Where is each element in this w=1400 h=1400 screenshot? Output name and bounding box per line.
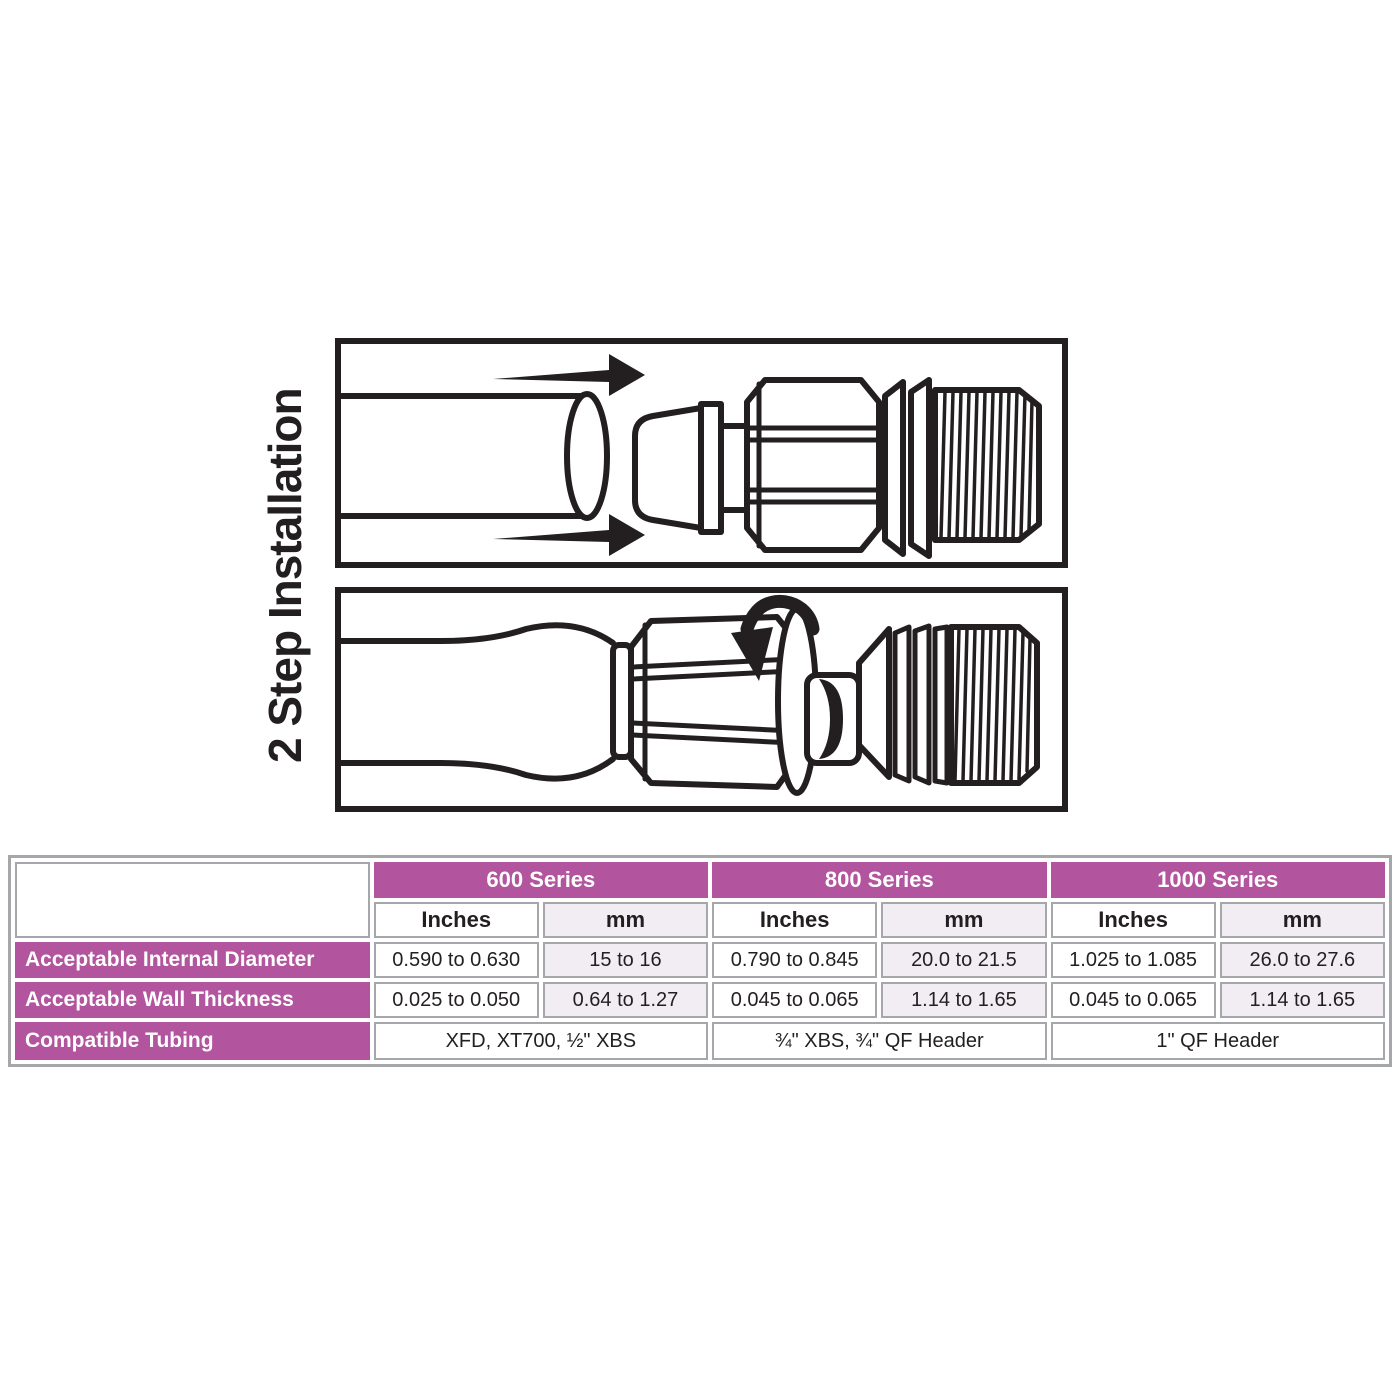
- table-row: [15, 982, 1385, 1018]
- step2-illustration: [341, 593, 1062, 806]
- value-cell: 0.590 to 0.630: [374, 942, 539, 978]
- male-adapter-icon: [807, 626, 1037, 783]
- value-cell: 1.14 to 1.65: [881, 982, 1046, 1018]
- value-cell: 0.045 to 0.065: [712, 982, 877, 1018]
- unit-header: mm: [1220, 902, 1385, 938]
- step2-tighten-panel: [335, 587, 1068, 812]
- row-label: Acceptable Internal Diameter: [15, 942, 370, 978]
- value-cell: 0.045 to 0.065: [1051, 982, 1216, 1018]
- step1-illustration: [341, 344, 1062, 562]
- step1-insert-panel: [335, 338, 1068, 568]
- diagram-title-vertical: 2 Step Installation: [259, 388, 311, 764]
- table-row: [15, 942, 1385, 978]
- value-cell: 0.790 to 0.845: [712, 942, 877, 978]
- series-header-1000: 1000 Series: [1051, 862, 1386, 898]
- unit-header: mm: [543, 902, 708, 938]
- row-label: Acceptable Wall Thickness: [15, 982, 370, 1018]
- compatible-tubing-1000: 1" QF Header: [1051, 1022, 1386, 1060]
- tubing-expanded-icon: [341, 625, 613, 778]
- unit-header: Inches: [374, 902, 539, 938]
- value-cell: 1.14 to 1.65: [1220, 982, 1385, 1018]
- row-label: Compatible Tubing: [15, 1022, 370, 1060]
- tubing-icon: [341, 394, 607, 518]
- table-row: [15, 862, 1385, 898]
- table-row: [15, 1022, 1385, 1060]
- value-cell: 15 to 16: [543, 942, 708, 978]
- corner-cell: [15, 862, 370, 938]
- unit-header: Inches: [1051, 902, 1216, 938]
- value-cell: 20.0 to 21.5: [881, 942, 1046, 978]
- series-header-800: 800 Series: [712, 862, 1046, 898]
- unit-header: Inches: [712, 902, 877, 938]
- series-header-600: 600 Series: [374, 862, 708, 898]
- value-cell: 1.025 to 1.085: [1051, 942, 1216, 978]
- unit-header: mm: [881, 902, 1046, 938]
- compression-nut-fitting-icon: [635, 380, 1039, 556]
- tubing-spec-table: [8, 855, 1392, 1067]
- value-cell: 26.0 to 27.6: [1220, 942, 1385, 978]
- value-cell: 0.64 to 1.27: [543, 982, 708, 1018]
- compatible-tubing-800: ¾" XBS, ¾" QF Header: [712, 1022, 1046, 1060]
- compression-nut-icon: [613, 609, 816, 793]
- compatible-tubing-600: XFD, XT700, ½" XBS: [374, 1022, 708, 1060]
- value-cell: 0.025 to 0.050: [374, 982, 539, 1018]
